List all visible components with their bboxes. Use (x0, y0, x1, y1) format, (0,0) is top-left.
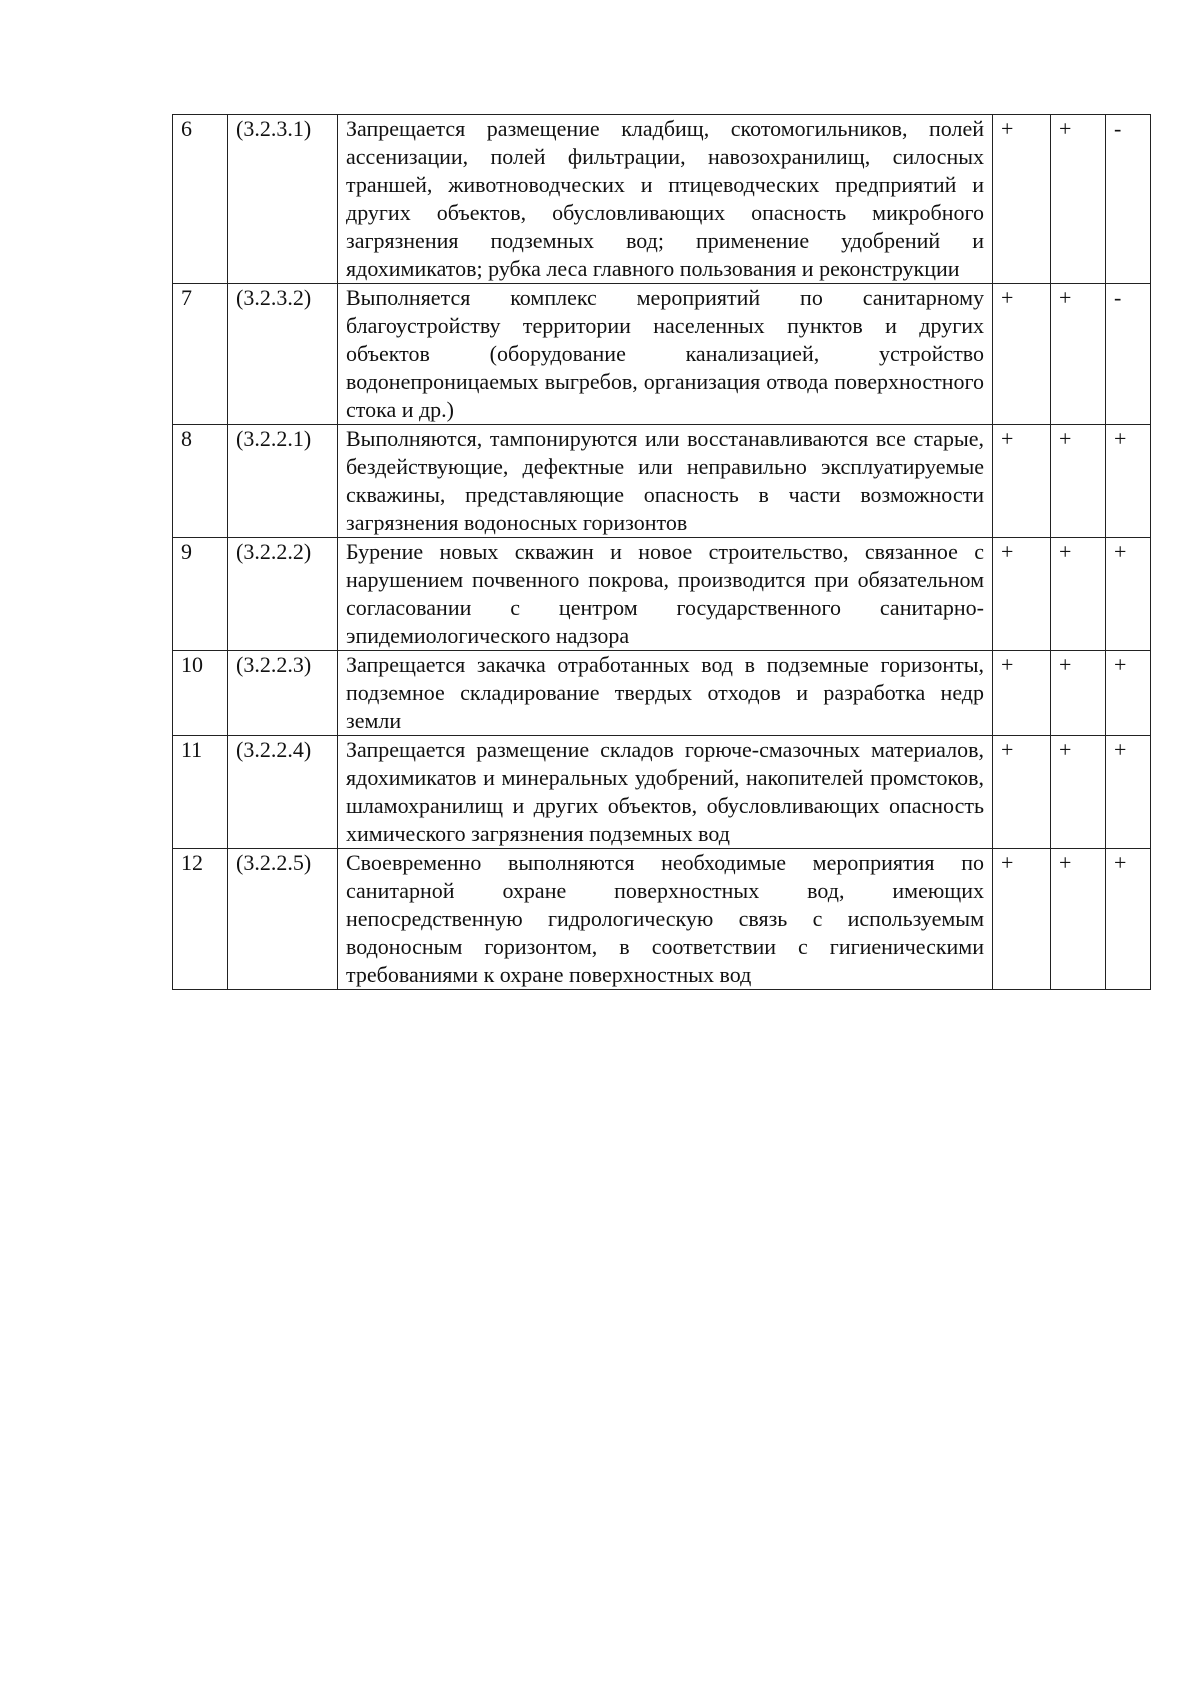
table-row (173, 651, 1151, 736)
row-number: 8 (173, 425, 228, 538)
mark-zone-3: - (1106, 284, 1151, 425)
mark-zone-1: + (993, 538, 1051, 651)
clause-reference: (3.2.3.2) (228, 284, 338, 425)
requirement-text: Запрещается размещение кладбищ, скотомогильников, полей ассенизации, полей фильтрации, навозохранилищ, силосных траншей, животноводческих и птицеводческих предприятий и других объектов, обусловливающих опасность микробного загрязнения подземных вод; применение удобрений и ядохимикатов; рубка леса главного пользования и реконструкции (338, 115, 993, 284)
requirement-text: Выполняются, тампонируются или восстанавливаются все старые, бездействующие, дефектные или неправильно эксплуатируемые скважины, представляющие опасность в части возможности загрязнения водоносных горизонтов (338, 425, 993, 538)
requirement-text: Запрещается закачка отработанных вод в подземные горизонты, подземное складирование твердых отходов и разработка недр земли (338, 651, 993, 736)
mark-zone-2: + (1051, 538, 1106, 651)
mark-zone-1: + (993, 425, 1051, 538)
clause-reference: (3.2.2.1) (228, 425, 338, 538)
mark-zone-3: + (1106, 538, 1151, 651)
table-row (173, 284, 1151, 425)
mark-zone-3: + (1106, 651, 1151, 736)
mark-zone-1: + (993, 736, 1051, 849)
mark-zone-2: + (1051, 284, 1106, 425)
mark-zone-2: + (1051, 425, 1106, 538)
mark-zone-3: - (1106, 115, 1151, 284)
clause-reference: (3.2.3.1) (228, 115, 338, 284)
mark-zone-2: + (1051, 651, 1106, 736)
clause-reference: (3.2.2.3) (228, 651, 338, 736)
table-row (173, 849, 1151, 990)
mark-zone-2: + (1051, 115, 1106, 284)
row-number: 7 (173, 284, 228, 425)
row-number: 9 (173, 538, 228, 651)
mark-zone-3: + (1106, 736, 1151, 849)
mark-zone-3: + (1106, 425, 1151, 538)
requirement-text: Запрещается размещение складов горюче-смазочных материалов, ядохимикатов и минеральных удобрений, накопителей промстоков, шламохранилищ и других объектов, обусловливающих опасность химического загрязнения подземных вод (338, 736, 993, 849)
table-row (173, 736, 1151, 849)
requirement-text: Выполняется комплекс мероприятий по санитарному благоустройству территории населенных пунктов и других объектов (оборудование канализацией, устройство водонепроницаемых выгребов, организация отвода поверхностного стока и др.) (338, 284, 993, 425)
mark-zone-2: + (1051, 849, 1106, 990)
row-number: 6 (173, 115, 228, 284)
row-number: 10 (173, 651, 228, 736)
clause-reference: (3.2.2.2) (228, 538, 338, 651)
requirement-text: Своевременно выполняются необходимые мероприятия по санитарной охране поверхностных вод, имеющих непосредственную гидрологическую связь с используемым водоносным горизонтом, в соответствии с гигиеническими требованиями к охране поверхностных вод (338, 849, 993, 990)
mark-zone-1: + (993, 849, 1051, 990)
clause-reference: (3.2.2.4) (228, 736, 338, 849)
row-number: 12 (173, 849, 228, 990)
mark-zone-1: + (993, 284, 1051, 425)
table-row (173, 115, 1151, 284)
row-number: 11 (173, 736, 228, 849)
mark-zone-2: + (1051, 736, 1106, 849)
table-row (173, 538, 1151, 651)
mark-zone-1: + (993, 115, 1051, 284)
table-row (173, 425, 1151, 538)
requirements-table (172, 114, 1151, 990)
mark-zone-1: + (993, 651, 1051, 736)
mark-zone-3: + (1106, 849, 1151, 990)
clause-reference: (3.2.2.5) (228, 849, 338, 990)
requirement-text: Бурение новых скважин и новое строительство, связанное с нарушением почвенного покрова, производится при обязательном согласовании с центром государственного санитарно-эпидемиологического надзора (338, 538, 993, 651)
